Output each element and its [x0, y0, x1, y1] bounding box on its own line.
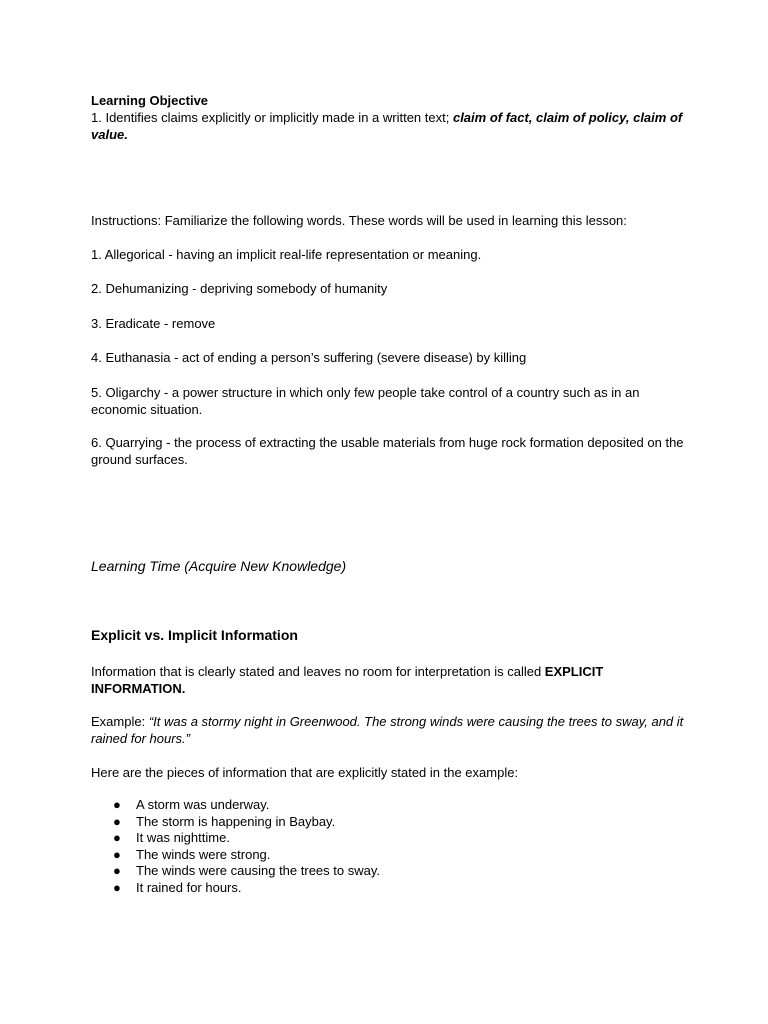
objective-line-text: 1. Identifies claims explicitly or implicitly made in a written text; [91, 110, 453, 125]
vocab-item-4: 4. Euthanasia - act of ending a person’s suffering (severe disease) by killing [91, 350, 527, 365]
vocab-item-3: 3. Eradicate - remove [91, 316, 216, 331]
bullet-icon: ● [113, 813, 121, 829]
bullet-icon: ● [113, 879, 121, 895]
list-item-text: The storm is happening in Baybay. [136, 813, 336, 829]
vocab-item-5: 5. Oligarchy - a power structure in which only few people take control of a country such as in an economic situation. [91, 385, 640, 417]
instructions-text: Instructions: Familiarize the following words. These words will be used in learning this lesson: [91, 213, 627, 228]
vocab-item-1: 1. Allegorical - having an implicit real-life representation or meaning. [91, 247, 482, 262]
example-paragraph [91, 713, 691, 747]
section-title: Explicit vs. Implicit Information [91, 627, 298, 643]
definition-text: Information that is clearly stated and leaves no room for interpretation is called [91, 664, 545, 679]
list-item-text: The winds were strong. [136, 846, 271, 862]
list-item [91, 830, 380, 847]
list-item [91, 797, 380, 814]
list-item [91, 847, 380, 864]
bullet-icon: ● [113, 863, 121, 878]
pieces-intro: Here are the pieces of information that are explicitly stated in the example: [91, 765, 519, 780]
vocab-item-6: 6. Quarrying - the process of extracting the usable materials from huge rock formation deposited on the ground surfaces. [91, 435, 684, 467]
list-item [91, 863, 380, 880]
objective-line [91, 109, 691, 143]
bullet-icon: ● [113, 846, 121, 862]
bullet-icon: ● [113, 797, 121, 812]
list-item-text: It was nighttime. [136, 830, 230, 845]
list-item [91, 880, 380, 897]
vocab-item-2: 2. Dehumanizing - depriving somebody of humanity [91, 281, 388, 296]
example-label: Example: [91, 714, 149, 729]
learning-time-heading: Learning Time (Acquire New Knowledge) [91, 558, 347, 574]
list-item [91, 814, 380, 831]
example-quote: “It was a stormy night in Greenwood. The strong winds were causing the trees to sway, and it rained for hours.” [91, 714, 684, 746]
learning-objective-block [91, 92, 691, 143]
list-item-text: The winds were causing the trees to sway. [136, 863, 380, 878]
list-item-text: A storm was underway. [136, 797, 270, 812]
objective-heading: Learning Objective [91, 93, 209, 108]
bullet-icon: ● [113, 830, 121, 845]
explicit-facts-list [91, 797, 380, 896]
explicit-definition [91, 663, 691, 697]
list-item-text: It rained for hours. [136, 879, 242, 895]
definition-term: EXPLICIT INFORMATION. [91, 664, 604, 696]
objective-claims-emphasis: claim of fact, claim of policy, claim of value. [91, 110, 683, 142]
